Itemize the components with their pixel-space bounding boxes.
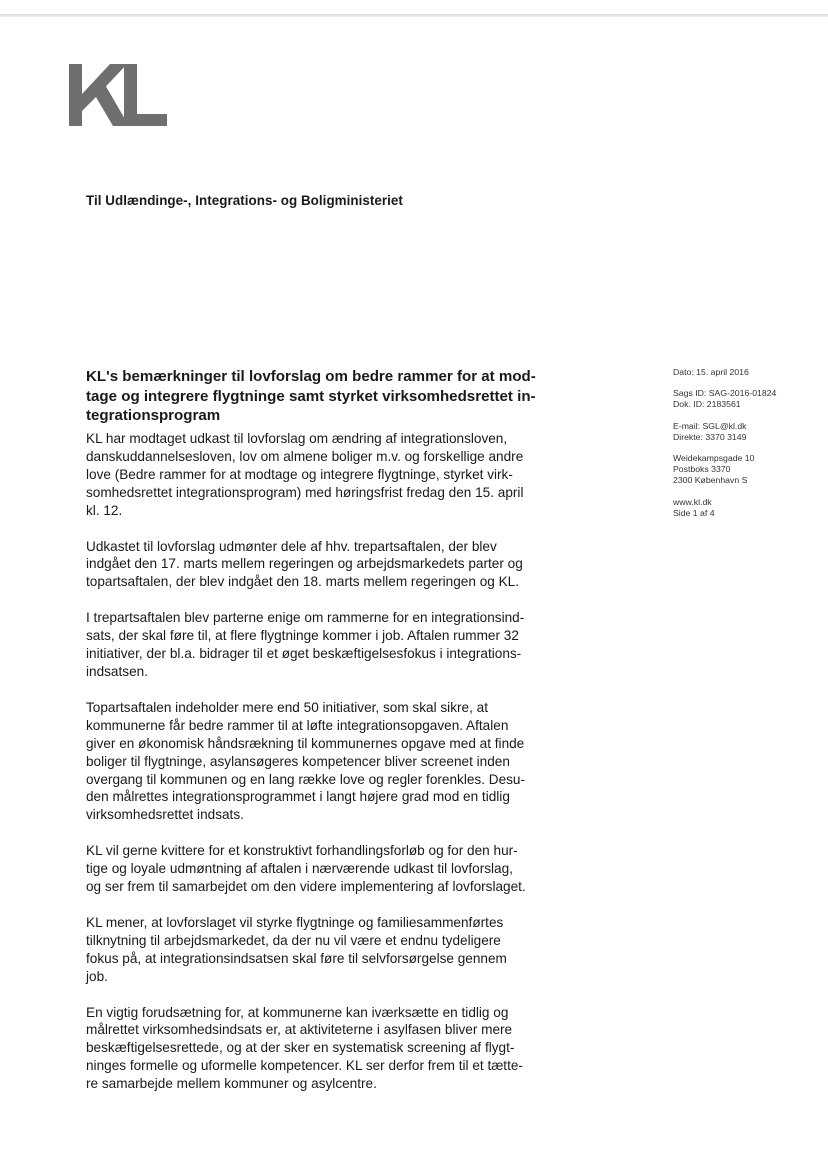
- title-line: KL's bemærkninger til lovforslag om bedre rammer for at mod-: [86, 368, 536, 385]
- meta-group: [673, 497, 813, 519]
- body-line: love (Bedre rammer for at modtage og integrere flygtninge, styrket virk-: [86, 466, 513, 482]
- kl-logo: [69, 64, 167, 126]
- body-paragraph: [86, 699, 556, 824]
- body-line: indsatsen.: [86, 663, 148, 679]
- body-line: topartsaftalen, der blev indgået den 18. marts mellem regeringen og KL.: [86, 574, 519, 590]
- body-line: tilknytning til arbejdsmarkedet, da der nu vil være et endnu tydeligere: [86, 932, 501, 948]
- body-paragraph: [86, 842, 556, 896]
- meta-group: [673, 453, 813, 487]
- body-line: fokus på, at integrationsindsatsen skal føre til selvforsørgelse gennem: [86, 950, 507, 966]
- body-line: målrettet virksomhedsindsats er, at aktiviteterne i asylfasen bliver mere: [86, 1022, 513, 1038]
- body-line: sats, der skal føre til, at flere flygtninge kommer i job. Aftalen rummer 32: [86, 628, 519, 644]
- meta-line: Direkte: 3370 3149: [673, 431, 747, 442]
- body-line: I trepartsaftalen blev parterne enige om rammerne for en integrationsind-: [86, 610, 525, 626]
- body-line: danskuddannelsesloven, lov om almene boliger m.v. og forskellige andre: [86, 448, 524, 464]
- meta-line: www.kl.dk: [673, 496, 712, 507]
- body-line: KL mener, at lovforslaget vil styrke flygtninge og familiesammenførtes: [86, 914, 504, 930]
- body-paragraph: [86, 538, 556, 592]
- scan-edge: [0, 14, 828, 17]
- body-paragraph: [86, 1004, 556, 1094]
- meta-line: Side 1 af 4: [673, 507, 715, 518]
- body-line: indgået den 17. marts mellem regeringen og arbejdsmarkedets parter og: [86, 556, 523, 572]
- body-line: giver en økonomisk håndsrækning til kommunernes opgave med at finde: [86, 735, 525, 751]
- body-line: boliger til flygtninge, asylansøgeres kompetencer bliver screenet inden: [86, 753, 510, 769]
- meta-line: 2300 København S: [673, 475, 748, 486]
- body-line: den målrettes integrationsprogrammet i langt højere grad mod en tidlig: [86, 789, 510, 805]
- body-line: overgang til kommunen og en lang række love og regler forenkles. Desu-: [86, 771, 526, 787]
- title-line: tage og integrere flygtninge samt styrket virksomhedsrettet in-: [86, 387, 536, 405]
- body-line: ninges formelle og uformelle kompetencer. KL ser derfor frem til et tætte-: [86, 1058, 523, 1074]
- body-line: virksomhedsrettet indsats.: [86, 807, 244, 823]
- meta-line: E-mail: SGL@kl.dk: [673, 420, 747, 431]
- addressee: Til Udlændinge-, Integrations- og Boligministeriet: [86, 193, 403, 208]
- body-line: og ser frem til samarbejdet om den videre implementering af lovforslaget.: [86, 879, 526, 895]
- body-line: KL har modtaget udkast til lovforslag om ændring af integrationsloven,: [86, 431, 508, 446]
- metadata-column: [673, 367, 813, 529]
- body-line: Topartsaftalen indeholder mere end 50 initiativer, som skal sikre, at: [86, 699, 488, 715]
- body-paragraph: [86, 914, 556, 986]
- body-line: somhedsrettet integrationsprogram) med høringsfrist fredag den 15. april: [86, 484, 524, 500]
- body-line: tige og loyale udmøntning af aftalen i nærværende udkast til lovforslag,: [86, 861, 513, 877]
- body-paragraph: [86, 430, 556, 520]
- body-line: Udkastet til lovforslag udmønter dele af hhv. trepartsaftalen, der blev: [86, 538, 497, 554]
- body-line: KL vil gerne kvittere for et konstruktivt forhandlingsforløb og for den hur-: [86, 843, 518, 859]
- body-line: En vigtig forudsætning for, at kommunerne kan iværksætte en tidlig og: [86, 1004, 509, 1020]
- body-paragraph: [86, 609, 556, 681]
- meta-group: [673, 388, 813, 410]
- body-line: kommunerne får bedre rammer til at løfte integrationsopgaven. Aftalen: [86, 717, 509, 733]
- letter-title: [86, 367, 556, 426]
- meta-line: Sags ID: SAG-2016-01824: [673, 388, 777, 399]
- letter-body: [86, 430, 556, 1111]
- meta-line: Postboks 3370: [673, 464, 731, 475]
- meta-line: Weidekampsgade 10: [673, 453, 755, 464]
- body-line: kl. 12.: [86, 502, 123, 518]
- meta-group: [673, 421, 813, 443]
- body-line: initiativer, der bl.a. bidrager til et øget beskæftigelsesfokus i integrations-: [86, 646, 522, 662]
- body-line: beskæftigelsesrettede, og at der sker en systematisk screening af flygt-: [86, 1040, 515, 1056]
- body-line: job.: [86, 968, 108, 984]
- meta-line: Dato: 15. april 2016: [673, 367, 749, 377]
- meta-group: [673, 367, 813, 378]
- meta-line: Dok. ID: 2183561: [673, 399, 741, 410]
- title-line: tegrationsprogram: [86, 407, 221, 425]
- body-line: re samarbejde mellem kommuner og asylcentre.: [86, 1076, 377, 1092]
